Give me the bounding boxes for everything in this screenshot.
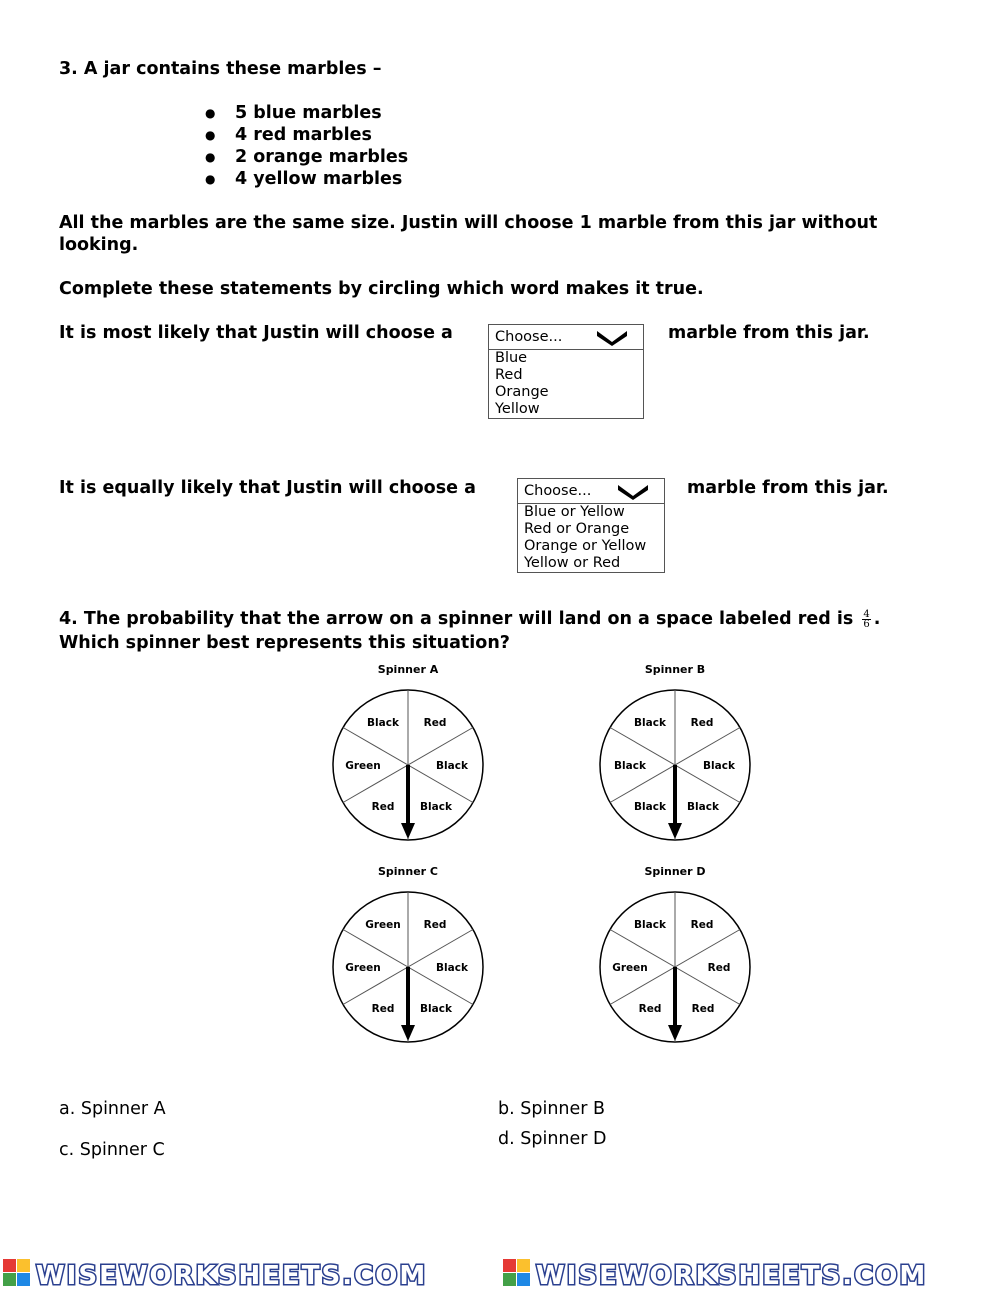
spinner-sector-label: Red	[690, 717, 714, 729]
answer-a[interactable]: a. Spinner A	[59, 1099, 166, 1119]
spinner-d	[597, 862, 757, 1057]
dropdown-equally-likely[interactable]	[517, 478, 665, 573]
dropdown-equally-likely-selected[interactable]	[518, 479, 664, 504]
spinner-sector-label: Black	[614, 760, 646, 772]
spinner-graphic	[597, 862, 757, 1057]
spinner-sector-label: Red	[423, 919, 447, 931]
spinner-sector-label: Green	[345, 760, 381, 772]
answer-d[interactable]: d. Spinner D	[498, 1129, 607, 1149]
brand-logo-icon	[503, 1259, 530, 1286]
fraction-numerator: 4	[863, 608, 870, 620]
spinner-title: Spinner B	[644, 663, 706, 676]
fraction	[862, 610, 870, 629]
statement-1-before: It is most likely that Justin will choose a	[59, 323, 453, 343]
dropdown-option[interactable]: Yellow	[495, 401, 540, 417]
spinner-title: Spinner A	[377, 663, 439, 676]
spinner-sector-label: Black	[367, 717, 399, 729]
chevron-down-icon	[616, 481, 650, 501]
brand-logo-icon	[3, 1259, 30, 1286]
dropdown-most-likely[interactable]	[488, 324, 644, 419]
spinner-title: Spinner C	[377, 865, 439, 878]
dropdown-option[interactable]: Orange	[495, 384, 549, 400]
spinner-sector-label: Black	[634, 717, 666, 729]
question-3-title: 3. A jar contains these marbles –	[59, 59, 382, 79]
spinner-graphic	[597, 660, 757, 855]
answer-c[interactable]: c. Spinner C	[59, 1140, 165, 1160]
spinner-c	[330, 862, 490, 1057]
list-item: ● 5 blue marbles	[205, 102, 408, 124]
marble-list	[205, 102, 408, 190]
list-item: ● 4 yellow marbles	[205, 168, 408, 190]
spinner-a	[330, 660, 490, 855]
question-4-line-2: Which spinner best represents this situation?	[59, 633, 510, 653]
spinner-sector-label: Black	[703, 760, 735, 772]
spinner-sector-label: Black	[420, 801, 452, 813]
spinner-sector-label: Red	[371, 1003, 395, 1015]
spinner-sector-label: Black	[634, 801, 666, 813]
brand-text: WISEWORKSHEETS.COM	[36, 1261, 428, 1291]
spinner-graphic	[330, 862, 490, 1057]
spinner-sector-label: Black	[687, 801, 719, 813]
dropdown-option[interactable]: Blue	[495, 350, 528, 366]
answer-b[interactable]: b. Spinner B	[498, 1099, 606, 1119]
list-item: ● 4 red marbles	[205, 124, 408, 146]
question-3-paragraph-1: All the marbles are the same size. Justin will choose 1 marble from this jar without looking.	[59, 213, 878, 255]
question-4-line-1	[59, 608, 880, 630]
statement-1-after: marble from this jar.	[668, 323, 870, 343]
spinner-sector-label: Red	[690, 919, 714, 931]
spinner-sector-label: Black	[436, 962, 468, 974]
fraction-denominator: 6	[863, 618, 870, 630]
spinner-b	[597, 660, 757, 855]
spinner-sector-label: Red	[707, 962, 731, 974]
statement-2-after: marble from this jar.	[687, 478, 889, 498]
spinner-sector-label: Red	[423, 717, 447, 729]
spinner-graphic	[330, 660, 490, 855]
spinner-sector-label: Black	[420, 1003, 452, 1015]
dropdown-option[interactable]: Red	[495, 367, 523, 383]
spinner-sector-label: Red	[691, 1003, 715, 1015]
spinner-title: Spinner D	[644, 865, 706, 878]
dropdown-option[interactable]: Red or Orange	[524, 521, 630, 537]
statement-2-before: It is equally likely that Justin will choose a	[59, 478, 476, 498]
dropdown-placeholder: Choose...	[524, 483, 592, 499]
spinner-sector-label: Red	[371, 801, 395, 813]
brand-banner	[0, 1255, 1000, 1291]
dropdown-option[interactable]: Blue or Yellow	[524, 504, 625, 520]
footer-brand-strip	[0, 1255, 1000, 1291]
dropdown-placeholder: Choose...	[495, 329, 563, 345]
spinner-sector-label: Black	[436, 760, 468, 772]
dropdown-most-likely-selected[interactable]	[489, 325, 643, 350]
chevron-down-icon	[595, 327, 629, 347]
question-4-text: 4. The probability that the arrow on a spinner will land on a space labeled red is	[59, 609, 854, 629]
spinner-sector-label: Red	[638, 1003, 662, 1015]
dropdown-option[interactable]: Yellow or Red	[524, 555, 621, 571]
spinner-sector-label: Green	[365, 919, 401, 931]
spinner-sector-label: Green	[612, 962, 648, 974]
spinner-sector-label: Black	[634, 919, 666, 931]
question-3-paragraph-2: Complete these statements by circling which word makes it true.	[59, 279, 704, 299]
list-item: ● 2 orange marbles	[205, 146, 408, 168]
question-4-period: .	[873, 609, 881, 629]
brand-text: WISEWORKSHEETS.COM	[536, 1261, 928, 1291]
spinner-sector-label: Green	[345, 962, 381, 974]
dropdown-option[interactable]: Orange or Yellow	[524, 538, 647, 554]
